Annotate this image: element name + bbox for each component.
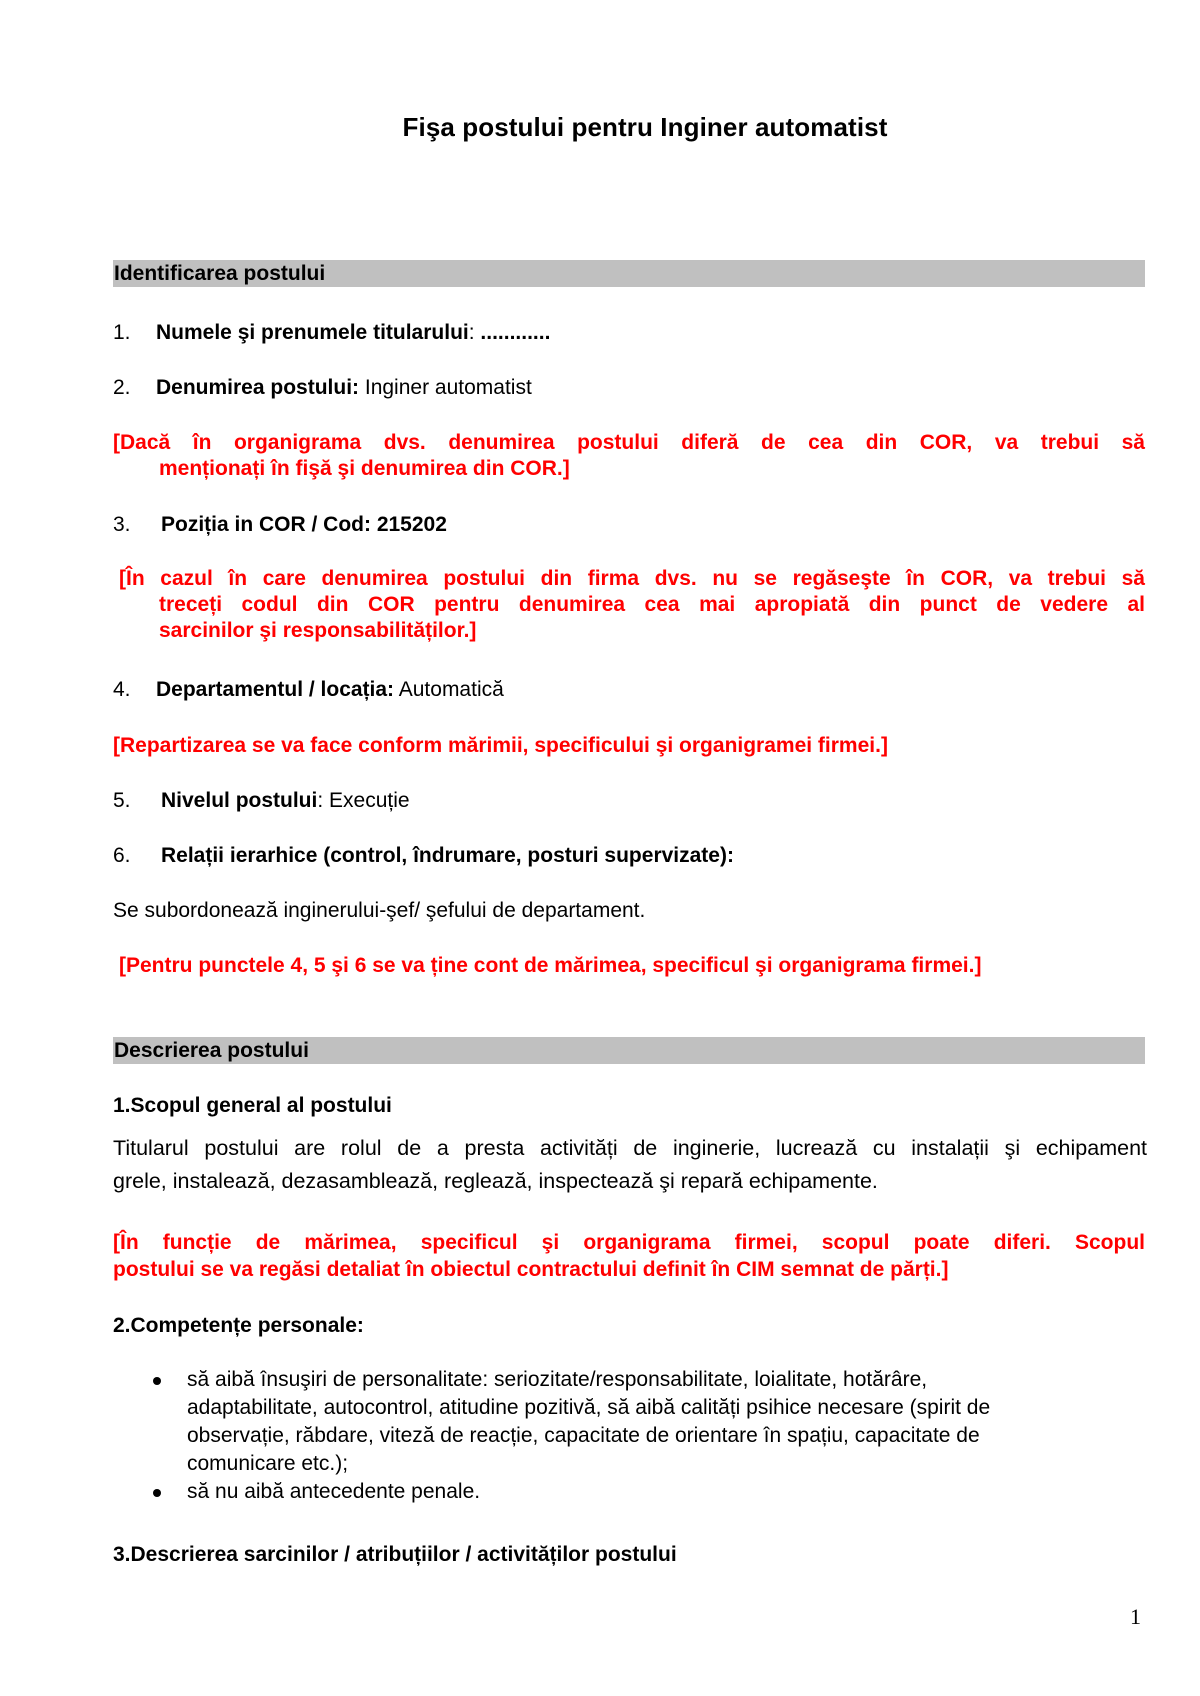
item-value: ............: [480, 321, 551, 344]
list-item-line: comunicare etc.);: [187, 1452, 349, 1475]
item-separator: :: [468, 321, 481, 344]
bullet-icon: [153, 1377, 161, 1385]
subheading-competente: [113, 1313, 364, 1339]
note-cor-lipsa: [119, 566, 1145, 644]
subheading-label: 1.Scopul general al postului: [113, 1094, 392, 1117]
subordination-text: Se subordonează inginerului-şef/ şefului de departament.: [113, 899, 646, 922]
section-heading-label: Identificarea postului: [114, 262, 326, 285]
section-heading-identificare: [113, 260, 1145, 287]
section-heading-descriere: [113, 1037, 1145, 1064]
item-numele: [113, 320, 550, 346]
item-label: Departamentul / locația:: [156, 678, 395, 701]
note-repartizare: [Repartizarea se va face conform mărimii, specificului şi organigramei firmei.]: [113, 734, 888, 757]
page-title: Fişa postului pentru Inginer automatist: [402, 112, 888, 142]
item-number: 2.: [113, 376, 131, 399]
item-label: Numele şi prenumele titularului: [156, 321, 469, 344]
item-value: : Execuție: [317, 789, 410, 812]
item-value: Automatică: [394, 678, 504, 701]
item-number: 3.: [113, 513, 131, 536]
note-line: postului se va regăsi detaliat în obiectul contractului definit în CIM semnat de părți.]: [113, 1258, 949, 1281]
section-heading-label: Descrierea postului: [114, 1039, 309, 1062]
item-label: Poziția in COR / Cod: 215202: [161, 513, 447, 536]
note-line: treceți codul din COR pentru denumirea cea mai apropiată din punct de vedere al: [159, 593, 1145, 616]
item-pozitia-cor: [113, 512, 447, 538]
subheading-scop: [113, 1093, 392, 1119]
item-number: 5.: [113, 789, 131, 812]
note-line: menționați în fişă şi denumirea din COR.]: [159, 457, 570, 480]
note-line: sarcinilor şi responsabilităților.]: [159, 619, 477, 642]
scope-line: grele, instalează, dezasamblează, reglează, inspectează şi repară echipamente.: [113, 1169, 878, 1193]
item-nivel: [113, 788, 410, 814]
note-puncte-4-5-6: [Pentru punctele 4, 5 şi 6 se va ține cont de mărimea, specificul şi organigrama firmei.]: [119, 954, 982, 977]
item-label: Denumirea postului:: [156, 376, 360, 399]
competente-list: [150, 1366, 1130, 1506]
page-number: 1: [1130, 1604, 1141, 1629]
list-item-line: să nu aibă antecedente penale.: [187, 1480, 481, 1503]
item-departament: [113, 677, 504, 703]
note-cor-diferit: [113, 430, 1145, 482]
list-item: [150, 1478, 1130, 1506]
scope-line: Titularul postului are rolul de a presta activități de inginerie, lucrează cu instalații şi echipament: [113, 1136, 1147, 1160]
item-number: 1.: [113, 321, 131, 344]
subheading-sarcini: [113, 1542, 677, 1568]
note-line: [În cazul în care denumirea postului din firma dvs. nu se regăseşte în COR, va trebui să: [119, 567, 1145, 590]
note-line: [Dacă în organigrama dvs. denumirea postului diferă de cea din COR, va trebui să: [113, 431, 1145, 454]
item-label: Relații ierarhice (control, îndrumare, posturi supervizate):: [161, 844, 734, 867]
item-value: Inginer automatist: [359, 376, 532, 399]
note-scop: [113, 1229, 1145, 1283]
item-number: 4.: [113, 678, 131, 701]
item-relatii: [113, 843, 734, 869]
subheading-label: 2.Competențe personale:: [113, 1314, 364, 1337]
item-number: 6.: [113, 844, 131, 867]
bullet-icon: [153, 1489, 161, 1497]
list-item: [150, 1366, 1130, 1478]
item-denumirea: [113, 375, 532, 401]
subheading-label: 3.Descrierea sarcinilor / atribuțiilor / activităților postului: [113, 1543, 677, 1566]
list-item-line: observație, răbdare, viteză de reacție, capacitate de orientare în spațiu, capacitate de: [187, 1424, 980, 1447]
list-item-line: să aibă însuşiri de personalitate: seriozitate/responsabilitate, loialitate, hotărâre,: [187, 1368, 928, 1391]
list-item-line: adaptabilitate, autocontrol, atitudine pozitivă, să aibă calități psihice necesare (spirit de: [187, 1396, 991, 1419]
note-line: [În funcție de mărimea, specificul şi organigrama firmei, scopul poate diferi. Scopul: [113, 1231, 1145, 1254]
item-label: Nivelul postului: [161, 789, 318, 812]
scope-text: [113, 1132, 1147, 1198]
